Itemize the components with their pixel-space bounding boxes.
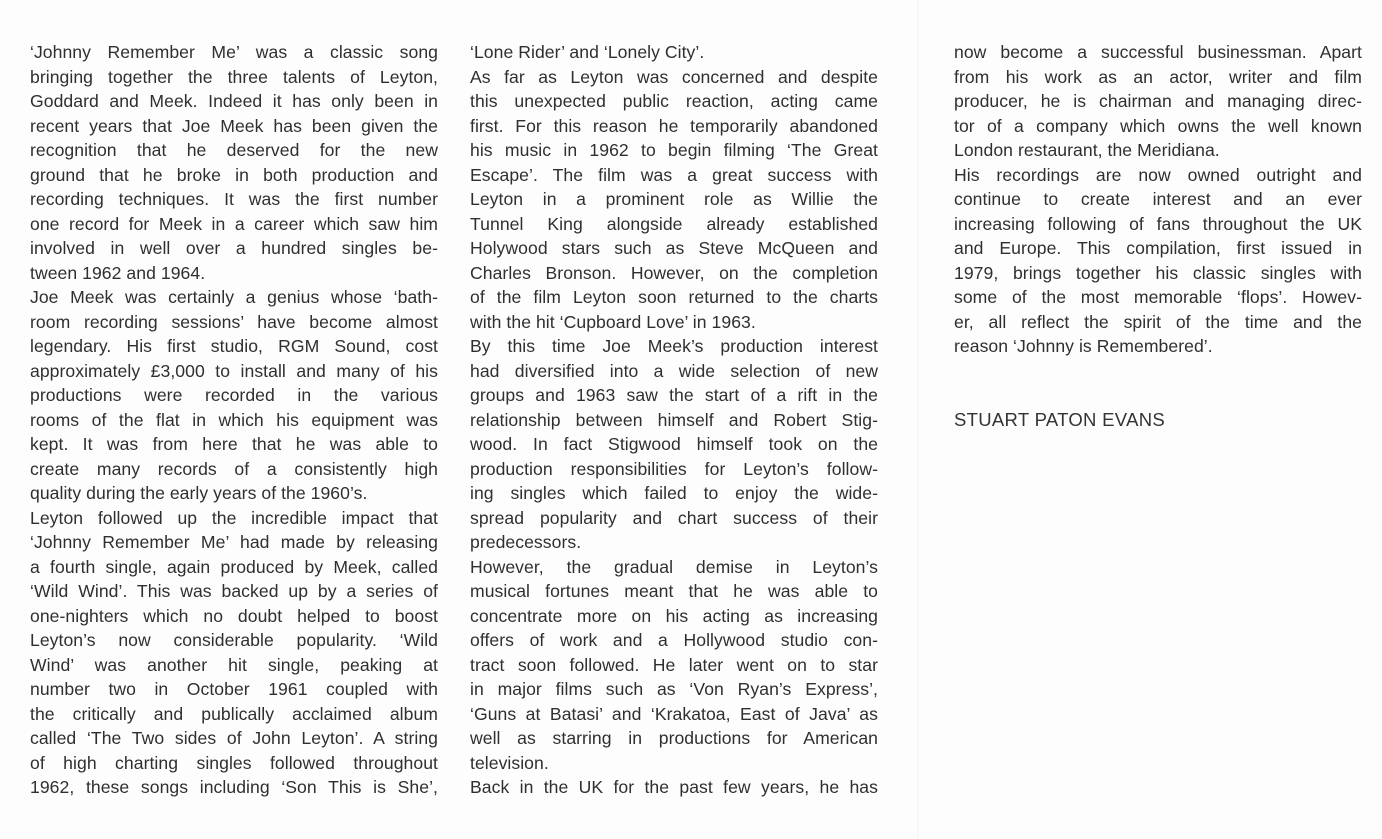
text-line: Tunnel King alongside already established: [470, 213, 878, 234]
text-column-right: [954, 40, 1362, 359]
text-line: tract soon followed. He later went on to star: [470, 654, 878, 675]
text-line: Charles Bronson. However, on the completion: [470, 262, 878, 283]
text-line: reason ‘Johnny is Remembered’.: [954, 336, 1213, 356]
text-line: predecessors.: [470, 532, 582, 552]
text-column-middle: [470, 40, 878, 800]
text-line: well as starring in productions for American: [470, 728, 878, 748]
text-line: had diversified into a wide selection of new: [470, 360, 878, 381]
text-line: spread popularity and chart success of their: [470, 507, 878, 528]
text-line: continue to create interest and an ever: [954, 189, 1362, 209]
text-line: relationship between himself and Robert Stig-: [470, 409, 878, 430]
text-line: Leyton’s now considerable popularity. ‘Wild: [30, 630, 438, 650]
paragraph: [30, 285, 438, 506]
text-line: Back in the UK for the past few years, he has: [470, 777, 878, 797]
text-line: called ‘The Two sides of John Leyton’. A string: [30, 728, 438, 748]
paragraph: [470, 334, 878, 555]
text-line: his music in 1962 to begin filming ‘The Great: [470, 140, 878, 160]
text-line: production responsibilities for Leyton’s follow-: [470, 458, 878, 479]
text-line: offers of work and a Hollywood studio con-: [470, 630, 878, 650]
paragraph: [470, 40, 878, 65]
text-line: rooms of the flat in which his equipment was: [30, 409, 438, 430]
text-line: Wind’ was another hit single, peaking at: [30, 654, 438, 675]
text-line: er, all reflect the spirit of the time and the: [954, 311, 1362, 332]
text-line: one record for Meek in a career which saw him: [30, 213, 438, 234]
text-line: As far as Leyton was concerned and despite: [470, 66, 878, 87]
text-line: bringing together the three talents of Leyton,: [30, 66, 438, 87]
text-line: create many records of a consistently high: [30, 458, 438, 479]
text-line: number two in October 1961 coupled with: [30, 679, 438, 699]
text-line: from his work as an actor, writer and film: [954, 66, 1362, 87]
text-line: room recording sessions’ have become almost: [30, 311, 438, 332]
text-line: approximately £3,000 to install and many of his: [30, 360, 438, 381]
text-line: groups and 1963 saw the start of a rift in the: [470, 385, 878, 405]
text-line: ‘Johnny Remember Me’ had made by releasing: [30, 532, 438, 552]
text-line: Leyton followed up the incredible impact that: [30, 507, 438, 528]
text-line: recent years that Joe Meek has been given the: [30, 115, 438, 136]
text-line: increasing following of fans throughout the UK: [954, 213, 1362, 234]
text-line: ing singles which failed to enjoy the wide-: [470, 483, 878, 503]
text-line: musical fortunes meant that he was able to: [470, 581, 878, 601]
paragraph: [470, 775, 878, 800]
text-line: tor of a company which owns the well known: [954, 115, 1362, 136]
text-line: His recordings are now owned outright and: [954, 164, 1362, 185]
text-line: tween 1962 and 1964.: [30, 262, 206, 283]
paragraph: [30, 506, 438, 800]
text-line: quality during the early years of the 1960’s.: [30, 483, 368, 503]
text-line: involved in well over a hundred singles be-: [30, 238, 438, 258]
text-line: producer, he is chairman and managing direc-: [954, 91, 1362, 111]
text-line: ‘Wild Wind’. This was backed up by a series of: [30, 581, 438, 601]
text-line: legendary. His first studio, RGM Sound, cost: [30, 336, 438, 356]
text-line: one-nighters which no doubt helped to boost: [30, 605, 438, 626]
text-line: kept. It was from here that he was able to: [30, 434, 438, 454]
text-line: some of the most memorable ‘flops’. Howev-: [954, 287, 1362, 307]
text-line: first. For this reason he temporarily abandoned: [470, 115, 878, 136]
text-line: ‘Guns at Batasi’ and ‘Krakatoa, East of Java’ as: [470, 703, 878, 724]
paragraph: [470, 65, 878, 335]
text-line: Escape’. The film was a great success with: [470, 164, 878, 185]
paragraph: [470, 555, 878, 776]
text-line: in major films such as ‘Von Ryan’s Express’,: [470, 679, 878, 699]
text-line: London restaurant, the Meridiana.: [954, 140, 1220, 160]
text-line: wood. In fact Stigwood himself took on the: [470, 434, 878, 454]
text-line: with the hit ‘Cupboard Love’ in 1963.: [470, 311, 756, 332]
text-line: Joe Meek was certainly a genius whose ‘bath-: [30, 287, 438, 307]
text-line: Goddard and Meek. Indeed it has only been in: [30, 91, 438, 111]
paragraph: [30, 40, 438, 285]
text-line: and Europe. This compilation, first issued in: [954, 238, 1362, 258]
text-line: productions were recorded in the various: [30, 385, 438, 405]
text-line: Leyton in a prominent role as Willie the: [470, 189, 878, 209]
page-fold: [917, 0, 919, 839]
text-line: ‘Lone Rider’ and ‘Lonely City’.: [470, 42, 705, 62]
text-line: of high charting singles followed throughout: [30, 752, 438, 773]
text-line: concentrate more on his acting as increasing: [470, 605, 878, 626]
paragraph: [954, 163, 1362, 359]
text-line: 1962, these songs including ‘Son This is She’,: [30, 777, 438, 797]
text-line: television.: [470, 752, 549, 773]
text-line: ‘Johnny Remember Me’ was a classic song: [30, 42, 438, 62]
text-line: the critically and publically acclaimed album: [30, 703, 438, 724]
text-line: However, the gradual demise in Leyton’s: [470, 556, 878, 577]
text-line: this unexpected public reaction, acting came: [470, 91, 878, 111]
text-column-left: [30, 40, 438, 800]
text-line: of the film Leyton soon returned to the charts: [470, 287, 878, 307]
text-line: 1979, brings together his classic singles with: [954, 262, 1362, 283]
paragraph: [954, 40, 1362, 163]
text-line: now become a successful businessman. Apart: [954, 42, 1362, 62]
text-line: Holywood stars such as Steve McQueen and: [470, 238, 878, 258]
text-line: recognition that he deserved for the new: [30, 140, 438, 160]
text-line: By this time Joe Meek’s production interest: [470, 336, 878, 356]
text-line: a fourth single, again produced by Meek, called: [30, 556, 438, 577]
text-line: ground that he broke in both production and: [30, 164, 438, 185]
author-signature: STUART PATON EVANS: [954, 409, 1166, 430]
text-line: recording techniques. It was the first number: [30, 189, 438, 209]
